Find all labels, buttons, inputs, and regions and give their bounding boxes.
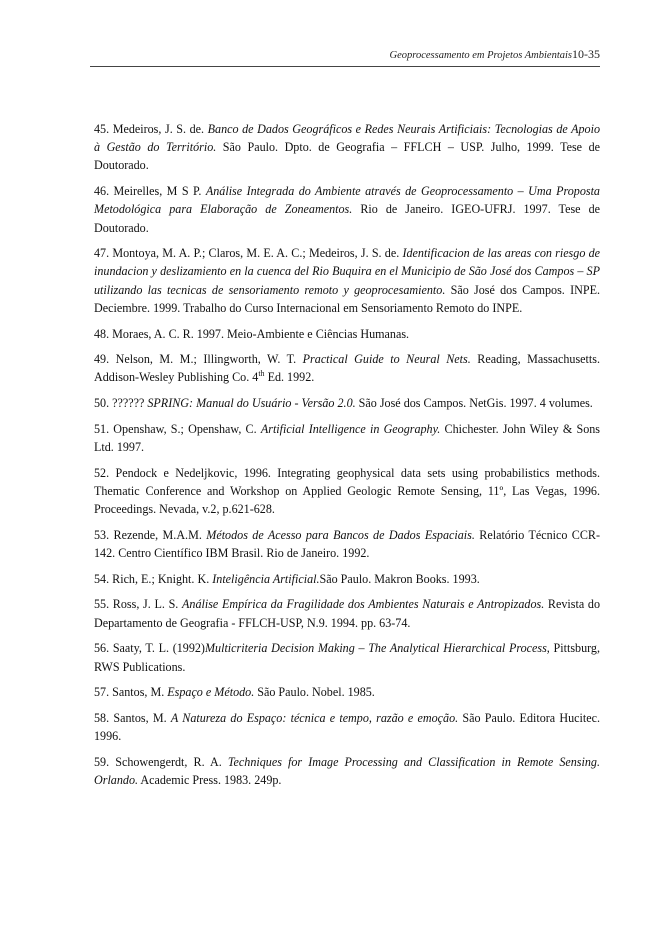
- reference-49: 49. Nelson, M. M.; Illingworth, W. T. Practical Guide to Neural Nets. Reading, Massachusetts. Addison-Wesley Publishing Co. 4th Ed. 1992.: [94, 352, 600, 385]
- reference-55: 55. Ross, J. L. S. Análise Empírica da Fragilidade dos Ambientes Naturais e Antropizados. Revista do Departamento de Geografia - FFLCH-USP, N.9. 1994. pp. 63-74.: [94, 597, 600, 630]
- reference-57: 57. Santos, M. Espaço e Método. São Paulo. Nobel. 1985.: [94, 685, 375, 700]
- reference-56: 56. Saaty, T. L. (1992)Multicriteria Decision Making – The Analytical Hierarchical Process, Pittsburg, RWS Publications.: [94, 641, 600, 674]
- reference-50: 50. ?????? SPRING: Manual do Usuário - Versão 2.0. São José dos Campos. NetGis. 1997. 4 volumes.: [94, 396, 593, 411]
- reference-52: 52. Pendock e Nedeljkovic, 1996. Integrating geophysical data sets using probabilistics methods. Thematic Conference and Workshop on Applied Geologic Remote Sensing, 11º, Las Vegas, 1996. Proceedings. Nevada, v.2, p.621-628.: [94, 465, 600, 517]
- page-number: 10-35: [572, 47, 600, 61]
- reference-46: 46. Meirelles, M S P. Análise Integrada do Ambiente através de Geoprocessamento – Uma Proposta Metodológica para Elaboração de Zoneamentos. Rio de Janeiro. IGEO-UFRJ. 1997. Tese de Doutorado.: [94, 184, 601, 235]
- reference-51: 51. Openshaw, S.; Openshaw, C. Artificial Intelligence in Geography. Chichester. John Wiley & Sons Ltd. 1997.: [94, 421, 600, 455]
- page-header: [90, 47, 600, 62]
- reference-53: 53. Rezende, M.A.M. Métodos de Acesso para Bancos de Dados Espaciais. Relatório Técnico CCR-142. Centro Científico IBM Brasil. Rio de Janeiro. 1992.: [94, 527, 601, 561]
- reference-45: 45. Medeiros, J. S. de. Banco de Dados Geográficos e Redes Neurais Artificiais: Tecnologias de Apoio à Gestão do Território. São Paulo. Dpto. de Geografia – FFLCH – USP. Julho, 1999. Tese de Doutorado.: [94, 122, 600, 173]
- reference-54: 54. Rich, E.; Knight. K. Inteligência Artificial.São Paulo. Makron Books. 1993.: [94, 571, 480, 586]
- reference-58: 58. Santos, M. A Natureza do Espaço: técnica e tempo, razão e emoção. São Paulo. Editora Hucitec. 1996.: [94, 710, 601, 744]
- reference-list: [94, 120, 600, 797]
- reference-59: 59. Schowengerdt, R. A. Techniques for Image Processing and Classification in Remote Sensing. Orlando. Academic Press. 1983. 249p.: [94, 754, 600, 788]
- reference-48: 48. Moraes, A. C. R. 1997. Meio-Ambiente e Ciências Humanas.: [94, 326, 410, 341]
- header-rule: [90, 66, 600, 67]
- header-title: Geoprocessamento em Projetos Ambientais: [389, 50, 572, 61]
- reference-47: 47. Montoya, M. A. P.; Claros, M. E. A. C.; Medeiros, J. S. de. Identificacion de las areas con riesgo de inundacion y deslizamiento en la cuenca del Rio Buquira en el Municipio de São José dos Campos – SP utilizando las tecnicas de sensoriamento remoto y geoprocesamiento. São José dos Campos. INPE. Deciembre. 1999. Trabalho do Curso Internacional em Sensoriamento Remoto do INPE.: [94, 246, 600, 315]
